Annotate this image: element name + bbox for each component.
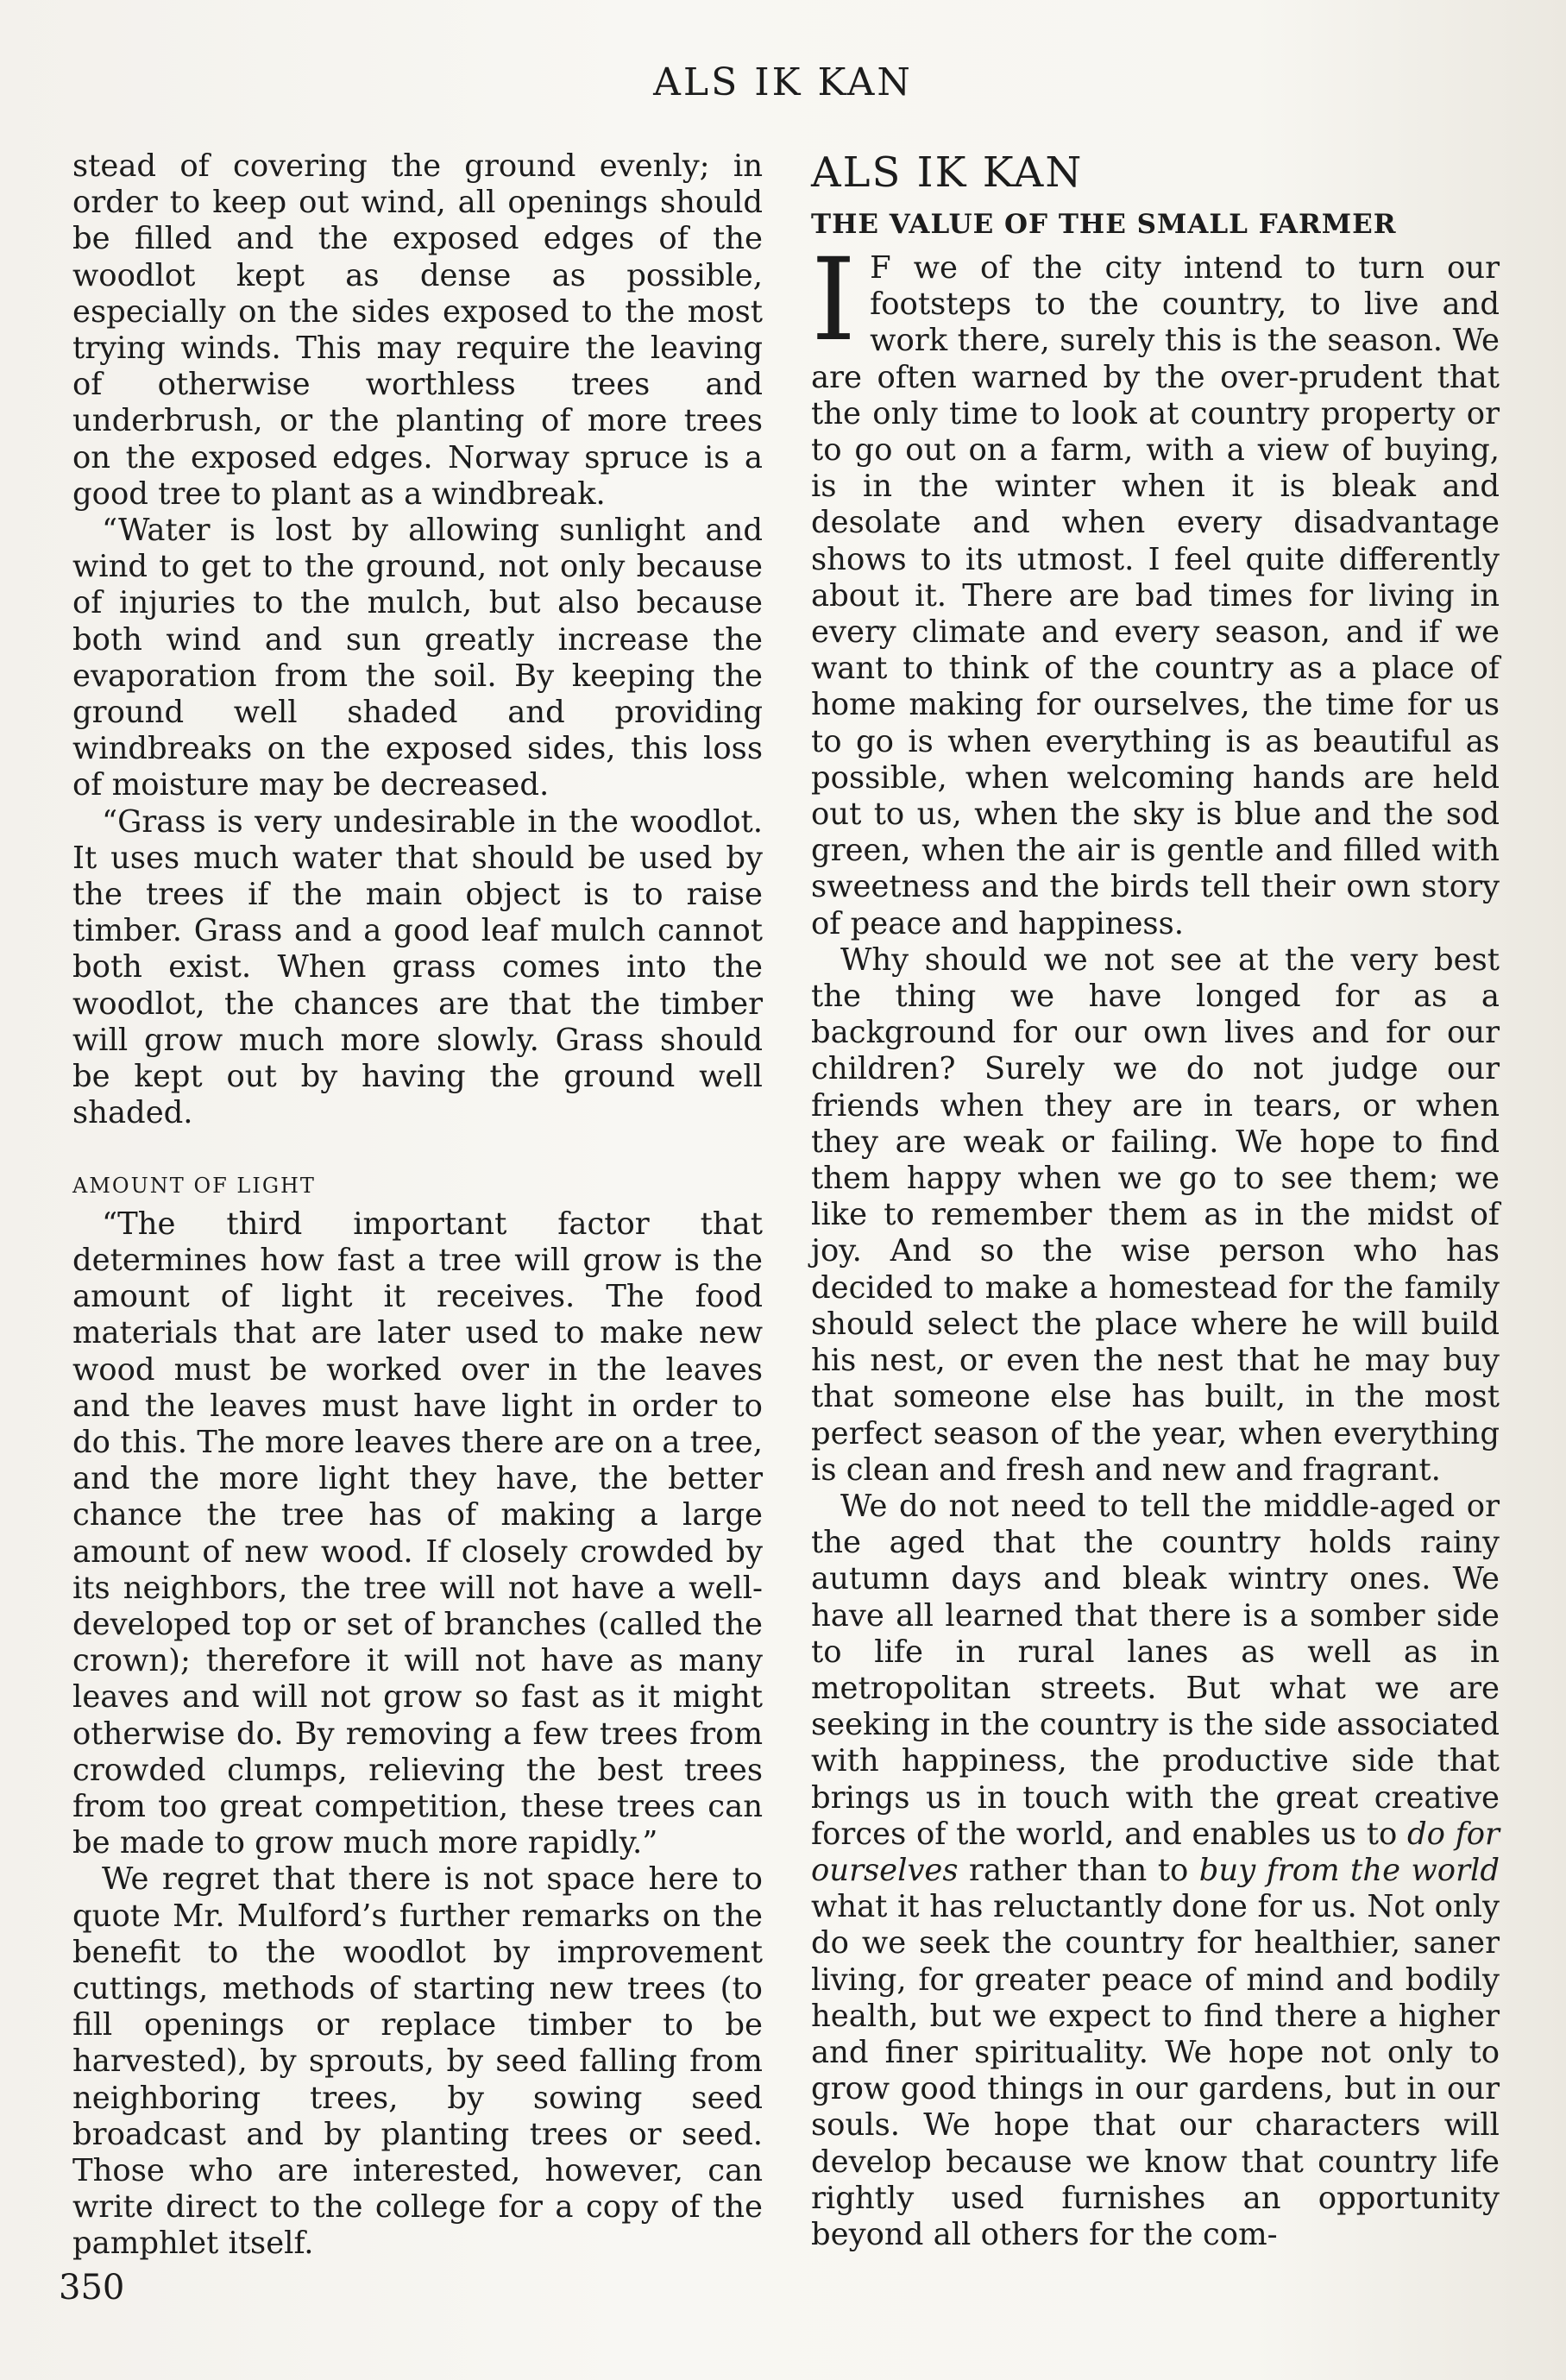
paragraph: “The third important factor that determines how fast a tree will grow is the amount of light it receives. The food materials that are later used to make new wood must be worked over in the leaves and the leaves must have light in order to do this. The more leaves there are on a tree, and the more light they have, the better chance the tree has of making a large amount of new wood. If closely crowded by its neighbors, the tree will not have a well-developed top or set of branches (called the crown); therefore it will not have as many leaves and will not grow so fast as it might otherwise do. By removing a few trees from crowded clumps, relieving the best trees from too great competition, these trees can be made to grow much more rapidly.” <box>72 1206 763 1861</box>
running-head: ALS IK KAN <box>653 60 913 104</box>
italic-phrase: do for ourselves <box>811 1816 1500 1888</box>
opening-paragraph <box>811 234 1500 942</box>
drop-cap: I <box>811 234 857 367</box>
paragraph: “Grass is very undesirable in the woodlot. It uses much water that should be used by the trees if the main object is to raise timber. Grass and a good leaf mulch cannot both exist. When grass comes into the woodlot, the chances are that the timber will grow much more slowly. Grass should be kept out by having the ground well shaded. <box>72 803 763 1131</box>
paragraph: Why should we not see at the very best the thing we have longed for as a background for our own lives and for our children? Surely we do not judge our friends when they are in tears, or when they are weak or failing. We hope to find them happy when we go to see them; we like to remember them as in the midst of joy. And so the wise person who has decided to make a homestead for the family should select the place where he will build his nest, or even the nest that he may buy that someone else has built, in the most perfect season of the year, when everything is clean and fresh and new and fragrant. <box>811 941 1500 1488</box>
paragraph <box>811 1489 1500 2253</box>
right-column <box>811 148 1500 2253</box>
article-title: ALS IK KAN <box>811 148 1084 197</box>
paragraph: “Water is lost by allowing sunlight and wind to get to the ground, not only because of injuries to the mulch, but also because both wind and sun greatly increase the evaporation from the soil. By keeping the ground well shaded and providing windbreaks on the exposed sides, this loss of moisture may be decreased. <box>72 513 763 803</box>
left-column <box>72 148 763 2263</box>
paragraph-text: rather than to <box>958 1852 1199 1888</box>
paragraph-text: what it has reluctantly done for us. Not only do we seek the country for healthier, saner living, for greater peace of mind and bodily health, but we expect to find there a higher and finer spirituality. We hope not only to grow good things in our gardens, but in our souls. We hope that our characters will develop because we know that country life rightly used furnishes an opportunity beyond all others for the com- <box>811 1889 1500 2252</box>
article-subtitle: THE VALUE OF THE SMALL FARMER <box>811 209 1397 240</box>
opening-paragraph-text: F we of the city intend to turn our footsteps to the country, to live and work there, surely this is the season. We are often warned by the over-prudent that the only time to look at country property or to go out on a farm, with a view of buying, is in the winter when it is bleak and desolate and when every disadvantage shows to its utmost. I feel quite differently about it. There are bad times for living in every climate and every season, and if we want to think of the country as a place of home making for ourselves, the time for us to go is when everything is as beautiful as possible, when welcoming hands are held out to us, when the sky is blue and the sod green, when the air is gentle and filled with sweetness and the birds tell their own story of peace and happiness. <box>811 250 1500 941</box>
italic-phrase: buy from the world <box>1198 1852 1500 1888</box>
page-number: 350 <box>59 2268 125 2308</box>
paragraph: stead of covering the ground evenly; in order to keep out wind, all openings should be filled and the exposed edges of the woodlot kept as dense as possible, especially on the sides exposed to the most trying winds. This may require the leaving of otherwise worthless trees and underbrush, or the planting of more trees on the exposed edges. Norway spruce is a good tree to plant as a windbreak. <box>72 148 763 512</box>
paragraph: We regret that there is not space here to quote Mr. Mulford’s further remarks on the benefit to the woodlot by improvement cuttings, methods of starting new trees (to fill openings or replace timber to be harvested), by sprouts, by seed falling from neighboring trees, by sowing seed broadcast and by planting trees or seed. Those who are interested, however, can write direct to the college for a copy of the pamphlet itself. <box>72 1861 763 2262</box>
section-subheading: AMOUNT OF LIGHT <box>72 1174 316 1199</box>
paragraph-text: We do not need to tell the middle-aged or the aged that the country holds rainy autumn days and bleak wintry ones. We have all learned that there is a somber side to life in rural lanes as well as in metropolitan streets. But what we are seeking in the country is the side associated with happiness, the productive side that brings us in touch with the great creative forces of the world, and enables us to <box>811 1488 1500 1852</box>
